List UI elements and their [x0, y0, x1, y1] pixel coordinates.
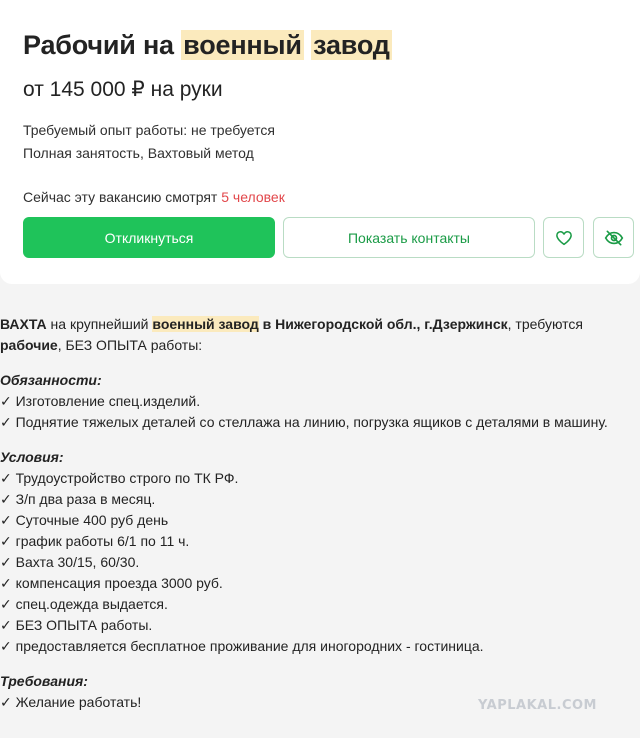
viewers-prefix: Сейчас эту вакансию смотрят [23, 189, 222, 205]
intro-bold-2: в Нижегородской обл., г.Дзержинск [258, 316, 508, 332]
list-item: ✓ Желание работать! [0, 694, 142, 710]
intro-paragraph [0, 314, 640, 356]
eye-off-icon [604, 228, 624, 248]
experience-text: Требуемый опыт работы: не требуется [23, 122, 275, 138]
conditions-title: Условия: [0, 449, 64, 465]
list-item: ✓ Суточные 400 руб день [0, 512, 169, 528]
employment-text: Полная занятость, Вахтовый метод [23, 145, 254, 161]
list-item: ✓ З/п два раза в месяц. [0, 491, 156, 507]
list-item: ✓ предоставляется бесплатное проживание для иногородних - гостиница. [0, 638, 484, 654]
list-item: ✓ Вахта 30/15, 60/30. [0, 554, 140, 570]
favorite-button[interactable] [543, 217, 584, 258]
vacancy-description [0, 314, 640, 713]
intro-bold-1: ВАХТА [0, 316, 47, 332]
list-item: ✓ Поднятие тяжелых деталей со стеллажа на линию, погрузка ящиков с деталями в машину. [0, 414, 608, 430]
heart-icon [555, 229, 573, 247]
respond-button[interactable]: Откликнуться [23, 217, 275, 258]
list-item: ✓ Трудоустройство строго по ТК РФ. [0, 470, 239, 486]
viewers-count: 5 человек [221, 189, 285, 205]
intro-bold-3: рабочие [0, 337, 58, 353]
intro-highlight: военный завод [152, 316, 259, 332]
intro-text-2: , требуются [507, 316, 583, 332]
list-item: ✓ график работы 6/1 по 11 ч. [0, 533, 190, 549]
hide-vacancy-button[interactable] [593, 217, 634, 258]
title-part-1: Рабочий на [23, 30, 182, 60]
title-highlight-2: завод [313, 30, 390, 60]
requirements-title: Требования: [0, 673, 88, 689]
duties-title: Обязанности: [0, 372, 102, 388]
viewers-text [23, 189, 285, 205]
salary: от 145 000 ₽ на руки [23, 78, 223, 101]
vacancy-card [0, 0, 640, 284]
show-contacts-button[interactable]: Показать контакты [283, 217, 535, 258]
intro-text-1: на крупнейший [46, 316, 153, 332]
list-item: ✓ Изготовление спец.изделий. [0, 393, 201, 409]
title-highlight-1: военный [183, 30, 302, 60]
list-item: ✓ спец.одежда выдается. [0, 596, 168, 612]
watermark: YAPLAKAL.COM [478, 698, 597, 713]
list-item: ✓ БЕЗ ОПЫТА работы. [0, 617, 153, 633]
intro-text-3: , БЕЗ ОПЫТА работы: [57, 337, 203, 353]
title-part-space [304, 30, 311, 60]
page-title [23, 30, 392, 61]
list-item: ✓ компенсация проезда 3000 руб. [0, 575, 223, 591]
